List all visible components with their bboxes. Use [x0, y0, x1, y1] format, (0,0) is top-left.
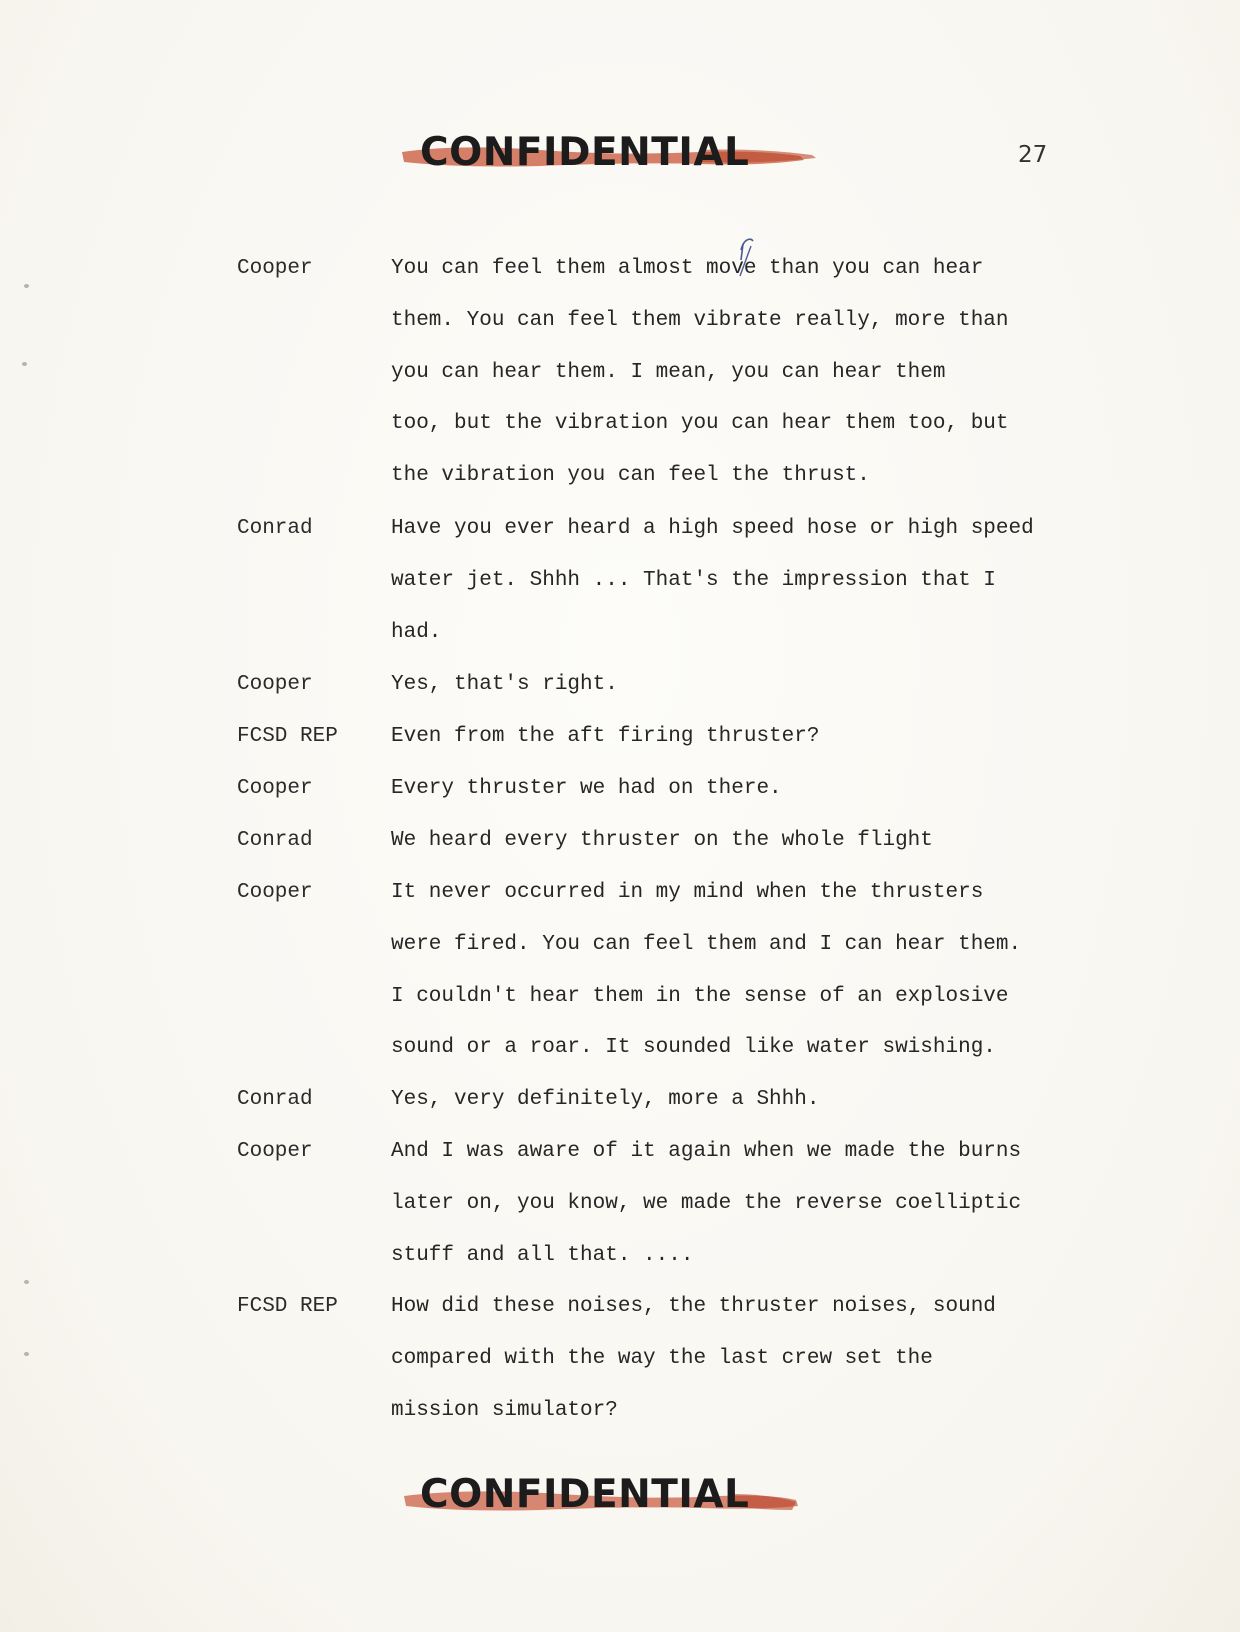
- confidential-label: CONFIDENTIAL: [420, 1472, 750, 1517]
- utterance-line: stuff and all that. ....: [391, 1243, 694, 1267]
- utterance-line: Yes, that's right.: [391, 673, 618, 696]
- utterance-line: too, but the vibration you can hear them too, but: [391, 412, 1009, 436]
- utterance-line: It never occurred in my mind when the thrusters: [391, 881, 984, 904]
- utterance-line: them. You can feel them vibrate really, more than: [391, 308, 1009, 332]
- utterance: [391, 763, 1211, 815]
- utterance-line: had.: [391, 620, 442, 644]
- utterance: [391, 867, 1211, 1074]
- utterance-line: Yes, very definitely, more a Shhh.: [391, 1088, 820, 1111]
- page-number: 27: [1018, 142, 1048, 168]
- utterance-line: And I was aware of it again when we made the burns: [391, 1140, 1022, 1163]
- confidential-stamp-bottom: [400, 1466, 840, 1526]
- utterance: [391, 1281, 1211, 1436]
- utterance-line: Every thruster we had on there.: [391, 777, 782, 800]
- utterance-line: compared with the way the last crew set the: [391, 1346, 933, 1370]
- utterance: [391, 815, 1211, 867]
- utterance: [391, 243, 1211, 502]
- speaker-name: FCSD REP: [237, 725, 338, 748]
- utterance-line: you can hear them. I mean, you can hear them: [391, 360, 946, 384]
- utterance-line: Even from the aft firing thruster?: [391, 725, 820, 748]
- speaker-name: Conrad: [237, 1088, 313, 1111]
- speaker-name: Cooper: [237, 1140, 313, 1163]
- utterance: [391, 711, 1211, 763]
- speaker-name: FCSD REP: [237, 1295, 338, 1318]
- margin-speck: [24, 1280, 29, 1284]
- utterance-line: How did these noises, the thruster noises, sound: [391, 1295, 996, 1318]
- utterance-line: later on, you know, we made the reverse coelliptic: [391, 1191, 1022, 1215]
- utterance: [391, 503, 1211, 658]
- speaker-name: Conrad: [237, 829, 313, 852]
- utterance-line: mission simulator?: [391, 1398, 618, 1422]
- utterance-line: Have you ever heard a high speed hose or high speed: [391, 517, 1034, 540]
- utterance-line: were fired. You can feel them and I can hear them.: [391, 932, 1022, 956]
- utterance-line: I couldn't hear them in the sense of an explosive: [391, 984, 1009, 1008]
- utterance-line: sound or a roar. It sounded like water swishing.: [391, 1036, 996, 1060]
- margin-speck: [24, 284, 29, 288]
- utterance-line: You can feel them almost move than you can hear: [391, 257, 984, 280]
- speaker-name: Cooper: [237, 257, 313, 280]
- speaker-name: Conrad: [237, 517, 313, 540]
- utterance-line: We heard every thruster on the whole flight: [391, 829, 933, 852]
- speaker-name: Cooper: [237, 777, 313, 800]
- utterance: [391, 659, 1211, 711]
- speaker-name: Cooper: [237, 881, 313, 904]
- utterance-line: water jet. Shhh ... That's the impression that I: [391, 568, 996, 592]
- utterance-line: the vibration you can feel the thrust.: [391, 464, 870, 488]
- confidential-label: CONFIDENTIAL: [420, 130, 750, 175]
- utterance: [391, 1074, 1211, 1126]
- speaker-name: Cooper: [237, 673, 313, 696]
- margin-speck: [24, 1352, 29, 1356]
- margin-speck: [22, 362, 27, 366]
- utterance: [391, 1126, 1211, 1281]
